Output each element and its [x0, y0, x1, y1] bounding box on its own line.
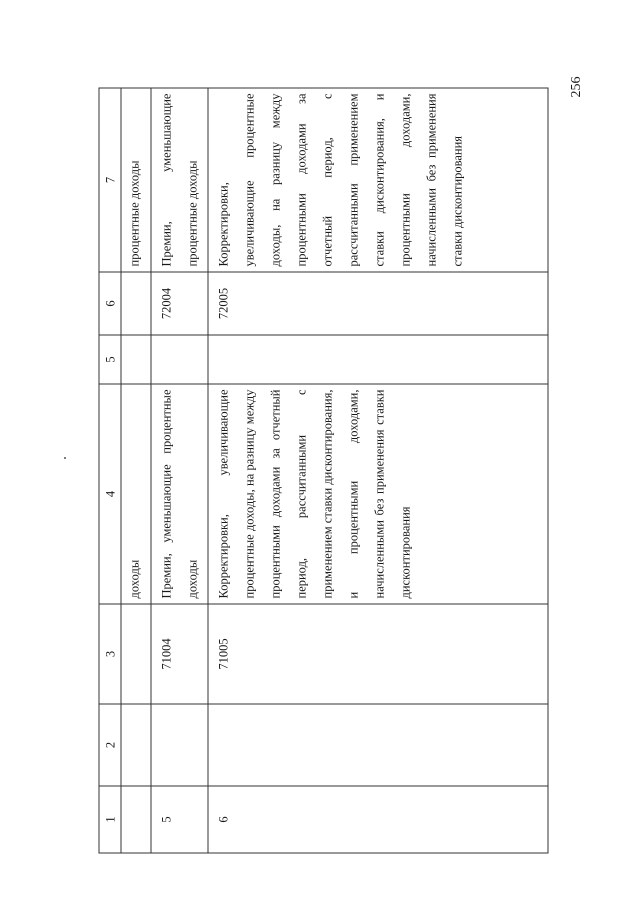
- account-name: Премии, уменьшающие процентные доходы: [151, 88, 208, 272]
- cell-continuation-4: доходы: [121, 384, 151, 604]
- cell: [121, 272, 151, 335]
- accounts-table: [98, 87, 548, 853]
- account-name: Премии, уменьшающие процентные доходы: [151, 384, 208, 604]
- row-number: 6: [208, 786, 548, 853]
- column-header-7: 7: [99, 88, 121, 272]
- account-code: 71004: [151, 604, 208, 704]
- rotated-table: [98, 88, 548, 853]
- account-code: 72005: [208, 272, 548, 335]
- column-header-6: 6: [99, 272, 121, 335]
- column-header-1: 1: [99, 786, 121, 853]
- account-name: Корректировки, увеличивающие процентные доходы, на разницу между процентными доходами за отчетный период, рассчитанными с применением ставки дисконтирования, и процентными доходами, начисленными без применения ставки дисконтирования: [208, 384, 548, 604]
- cell-continuation-7: процентные доходы: [121, 88, 151, 272]
- cell: [121, 704, 151, 786]
- cell: [151, 704, 208, 786]
- scan-speck: [64, 457, 66, 459]
- cell: [208, 335, 548, 384]
- cell: [121, 786, 151, 853]
- cell: [121, 604, 151, 704]
- account-name: Корректировки, увеличивающие процентные доходы, на разницу между процентными доходами за отчетный период, с рассчитанными применением ставки дисконтирования, и процентными доходами, начисленными без применения ставки дисконтирования: [208, 88, 548, 272]
- account-code: 72004: [151, 272, 208, 335]
- header-row: [99, 88, 121, 853]
- continuation-row: [121, 88, 151, 853]
- column-header-2: 2: [99, 704, 121, 786]
- rotated-table-frame: [98, 88, 548, 853]
- column-header-4: 4: [99, 384, 121, 604]
- cell: [208, 704, 548, 786]
- column-header-3: 3: [99, 604, 121, 704]
- column-header-5: 5: [99, 335, 121, 384]
- row-number: 5: [151, 786, 208, 853]
- table-row: [151, 88, 208, 853]
- table-row: [208, 88, 548, 853]
- account-code: 71005: [208, 604, 548, 704]
- cell: [121, 335, 151, 384]
- cell: [151, 335, 208, 384]
- page-number: 256: [569, 76, 584, 98]
